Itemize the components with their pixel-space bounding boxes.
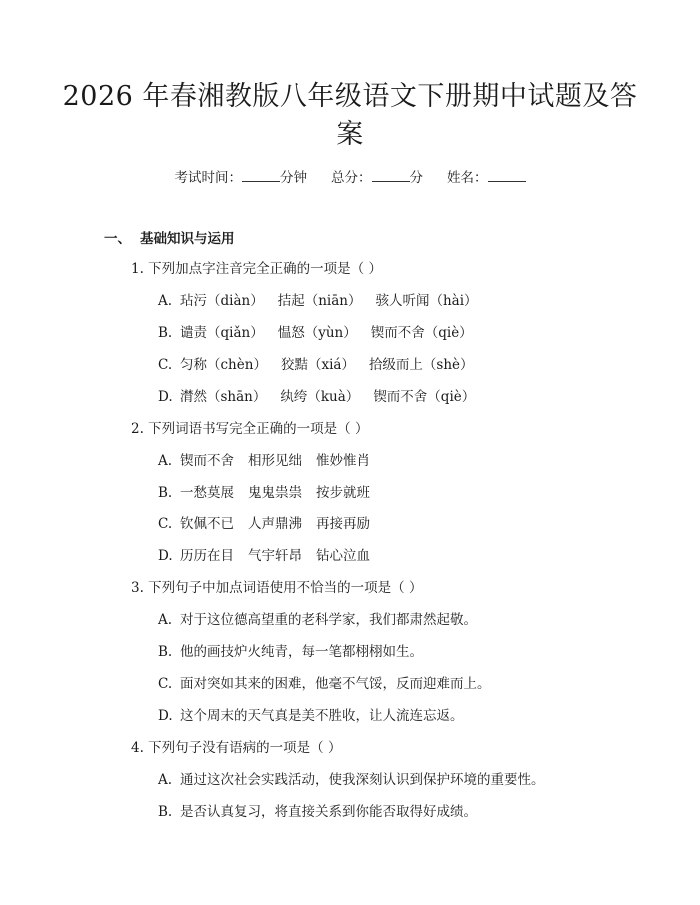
score-unit: 分 [409,170,423,186]
option-word: 潸然（shān） [180,389,267,405]
q3-option-d [158,706,464,726]
option-letter: D. [158,389,173,405]
name-label: 姓名： [447,170,488,186]
option-word: 气宇轩昂 [248,548,302,564]
option-text: 通过这次社会实践活动，使我深刻认识到保护环境的重要性。 [180,772,545,788]
section-heading [104,229,235,249]
option-letter: B. [158,644,173,660]
q2-option-d [158,546,384,566]
score-blank [372,169,410,182]
option-letter: A. [158,453,173,469]
option-word: 匀称（chèn） [180,357,267,373]
q2-option-a [158,451,384,471]
option-word: 锲而不舍 [180,453,234,469]
option-text: 他的画技炉火纯青，每一笔都栩栩如生。 [180,644,423,660]
time-blank [242,169,280,182]
option-word: 锲而不舍（qiè） [373,389,476,405]
name-blank [488,169,526,182]
option-letter: A. [158,612,173,628]
question-1: 1. 下列加点字注音完全正确的一项是（ ） [131,261,382,277]
option-word: 一愁莫展 [180,485,234,501]
option-word: 拾级而上（shè） [368,357,474,373]
section-number: 一、 [104,231,131,247]
exam-meta-line [0,168,700,188]
time-label: 考试时间： [174,170,242,186]
option-word: 愠怒（yùn） [277,325,357,341]
option-letter: C. [158,516,173,532]
q2-option-c [158,514,384,534]
option-word: 历历在目 [180,548,234,564]
option-text: 面对突如其来的困难，他毫不气馁，反而迎难而上。 [180,676,491,692]
option-letter: B. [158,325,173,341]
q1-option-d [158,387,489,407]
time-unit: 分钟 [280,170,307,186]
option-letter: B. [158,485,173,501]
q3-option-c [158,674,491,694]
q3-option-b [158,642,423,662]
option-letter: C. [158,676,173,692]
option-letter: D. [158,708,173,724]
option-word: 按步就班 [316,485,370,501]
option-word: 谴责（qiǎn） [180,325,264,341]
option-text: 对于这位德高望重的老科学家，我们都肃然起敬。 [180,612,477,628]
question-2: 2. 下列词语书写完全正确的一项是（ ） [131,421,369,437]
q2-option-b [158,483,384,503]
option-text: 是否认真复习，将直接关系到你能否取得好成绩。 [180,804,477,820]
option-word: 人声鼎沸 [248,516,302,532]
option-word: 拮起（niān） [277,293,362,309]
option-letter: A. [158,772,173,788]
document-title: 2026 年春湘教版八年级语文下册期中试题及答案 [62,81,638,150]
option-word: 狡黠（xiá） [280,357,355,373]
q4-option-a [158,770,545,790]
option-letter: A. [158,293,173,309]
option-word: 再接再励 [316,516,370,532]
q1-option-b [158,323,487,343]
option-word: 相形见绌 [248,453,302,469]
score-label: 总分： [331,170,372,186]
option-word: 惟妙惟肖 [316,453,370,469]
option-letter: B. [158,804,173,820]
q1-option-c [158,355,488,375]
option-word: 玷污（diàn） [180,293,264,309]
option-letter: C. [158,357,173,373]
option-word: 钻心泣血 [316,548,370,564]
q3-option-a [158,610,477,630]
option-word: 钦佩不已 [180,516,234,532]
q4-option-b [158,802,477,822]
option-word: 鬼鬼祟祟 [248,485,302,501]
question-4: 4. 下列句子没有语病的一项是（ ） [131,740,342,756]
option-text: 这个周末的天气真是美不胜收，让人流连忘返。 [180,708,464,724]
option-letter: D. [158,548,173,564]
q1-option-a [158,291,492,311]
option-word: 骇人听闻（hài） [375,293,478,309]
section-title: 基础知识与运用 [140,231,235,247]
option-word: 纨绔（kuà） [280,389,360,405]
question-3: 3. 下列句子中加点词语使用不恰当的一项是（ ） [131,580,423,596]
option-word: 锲而不舍（qiè） [370,325,473,341]
